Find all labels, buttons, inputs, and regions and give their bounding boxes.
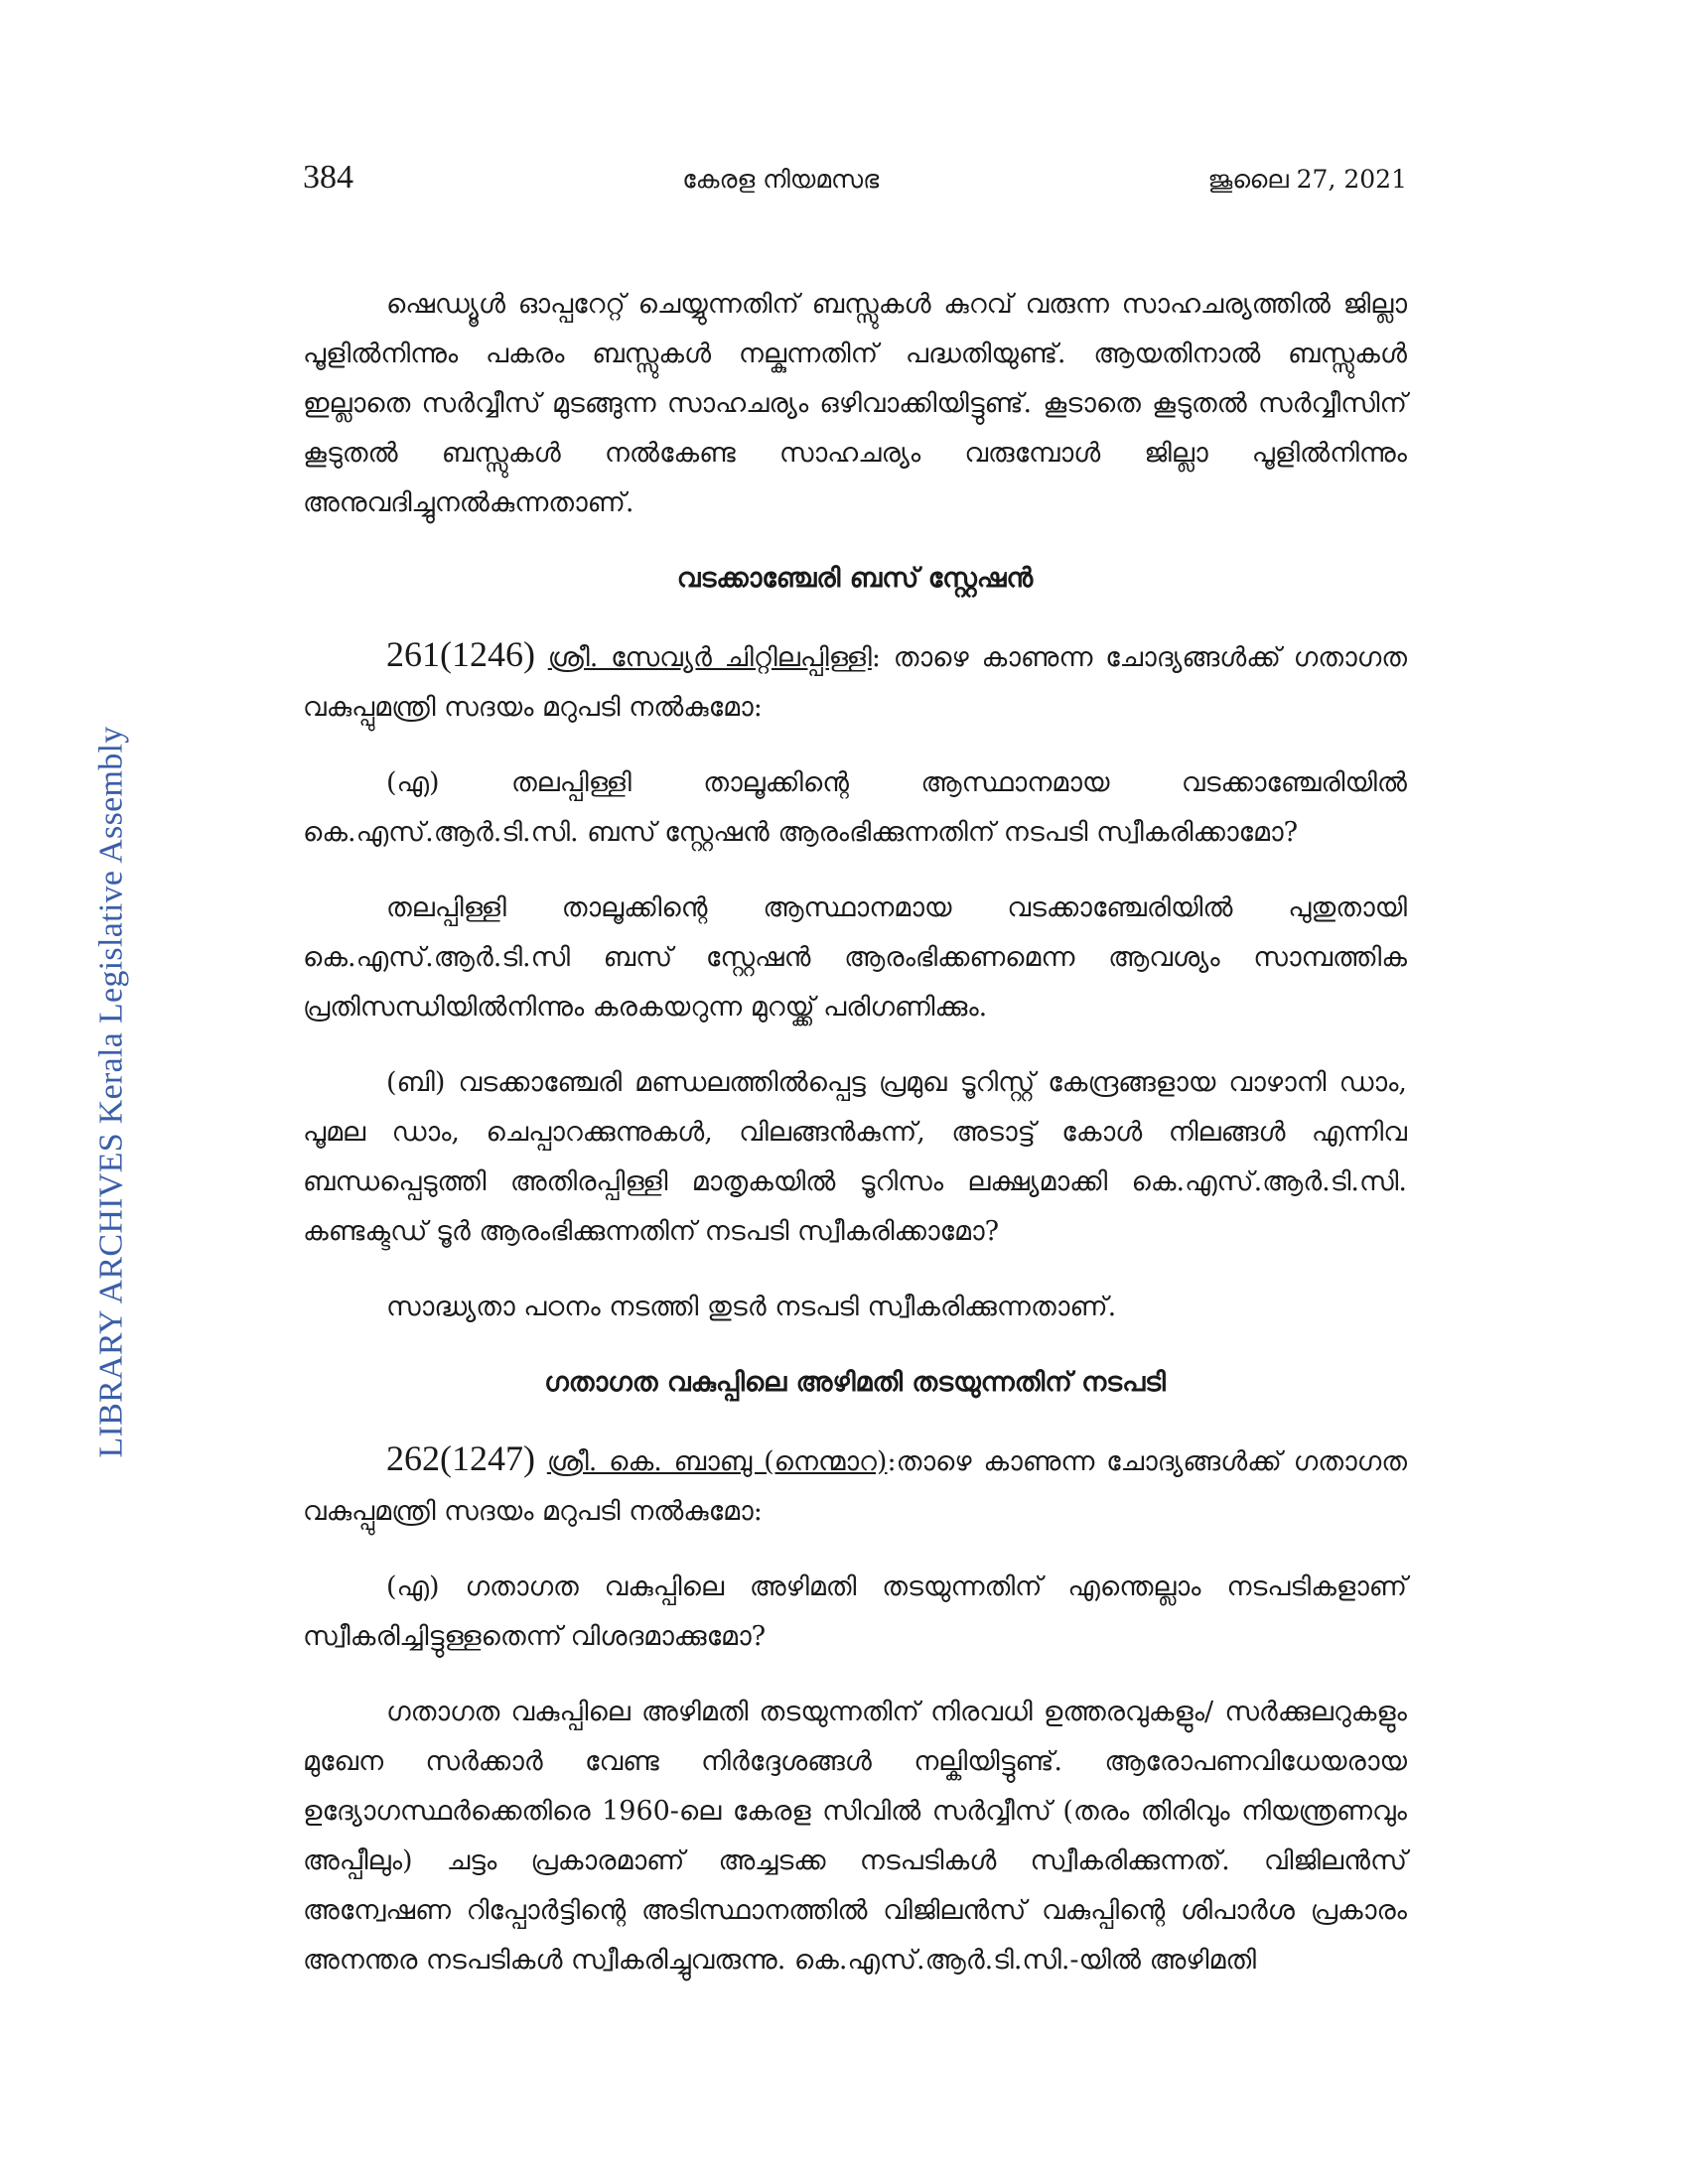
assembly-name: കേരള നിയമസഭ — [682, 165, 880, 194]
section-heading-bus-station: വടക്കാഞ്ചേരി ബസ് സ്റ്റേഷൻ — [676, 563, 1034, 594]
question-part-a: (എ) തലപ്പിള്ളി താലൂക്കിന്റെ ആസ്ഥാനമായ വടക്കാഞ്ചേരിയിൽ കെ.എസ്.ആർ.ടി.സി. ബസ് സ്റ്റേഷൻ ആരംഭിക്കുന്നതിന് നടപടി സ്വീകരിക്കാമോ? — [303, 767, 1407, 848]
question-intro: : താഴെ കാണുന്ന ചോദ്യങ്ങൾക്ക് ഗതാഗത വകുപ്പുമന്ത്രി സദയം മറുപടി നൽകുമോ: — [303, 642, 1407, 723]
answer-part-a: ഗതാഗത വകുപ്പിലെ അഴിമതി തടയുന്നതിന് നിരവധി ഉത്തരവുകളും/ സർക്കുലറുകളും മുഖേന സർക്കാർ വേണ്ട നിർദ്ദേശങ്ങൾ നല്കിയിട്ടുണ്ട്. ആരോപണവിധേയരായ ഉദ്യോഗസ്ഥർക്കെതിരെ 1960-ലെ കേരള സിവിൽ സർവ്വീസ് (തരം തിരിവും നിയന്ത്രണവും അപ്പീലും) ചട്ടം പ്രകാരമാണ് അച്ചടക്ക നടപടികൾ സ്വീകരിക്കുന്നത്. വിജിലൻസ് അന്വേഷണ റിപ്പോർട്ടിന്റെ അടിസ്ഥാനത്തിൽ വിജിലൻസ് വകുപ്പിന്റെ ശിപാർശ പ്രകാരം അനന്തര നടപടികൾ സ്വീകരിച്ചുവരുന്നു. കെ.എസ്.ആർ.ടി.സി.-യിൽ അഴിമതി — [303, 1697, 1407, 1976]
archive-watermark — [68, 726, 157, 1458]
page-header — [303, 159, 1407, 218]
answer-part-a: തലപ്പിള്ളി താലൂക്കിന്റെ ആസ്ഥാനമായ വടക്കാഞ്ചേരിയിൽ പുതുതായി കെ.എസ്.ആർ.ടി.സി ബസ് സ്റ്റേഷൻ ആരംഭിക്കണമെന്ന ആവശ്യം സാമ്പത്തിക പ്രതിസന്ധിയിൽനിന്നും കരകയറുന്ന മുറയ്ക്ക് പരിഗണിക്കും. — [303, 892, 1407, 1023]
answer-part-b: സാദ്ധ്യതാ പഠനം നടത്തി തുടർ നടപടി സ്വീകരിക്കുന്നതാണ്. — [386, 1292, 1117, 1322]
header-date: ജൂലൈ 27, 2021 — [1207, 165, 1407, 194]
member-name: ശ്രീ. കെ. ബാബു (നെന്മാറ) — [546, 1446, 888, 1477]
question-part-a: (എ) ഗതാഗത വകുപ്പിലെ അഴിമതി തടയുന്നതിന് എന്തെല്ലാം നടപടികളാണ് സ്വീകരിച്ചിട്ടുള്ളതെന്ന് വിശദമാക്കുമോ? — [303, 1571, 1407, 1652]
question-intro: :താഴെ കാണുന്ന ചോദ്യങ്ങൾക്ക് ഗതാഗത വകുപ്പുമന്ത്രി സദയം മറുപടി നൽകുമോ: — [303, 1446, 1407, 1527]
question-262 — [303, 1433, 1407, 1537]
document-page — [303, 159, 1407, 2011]
question-number: 262(1247) — [386, 1438, 535, 1478]
question-part-b: (ബി) വടക്കാഞ്ചേരി മണ്ഡലത്തിൽപ്പെട്ട പ്രമുഖ ടൂറിസ്റ്റ് കേന്ദ്രങ്ങളായ വാഴാനി ഡാം, പൂമല ഡാം, ചെപ്പാറക്കുന്നുകൾ, വിലങ്ങൻകുന്ന്, അടാട്ട് കോൾ നിലങ്ങൾ എന്നിവ ബന്ധപ്പെടുത്തി അതിരപ്പിള്ളി മാതൃകയിൽ ടൂറിസം ലക്ഷ്യമാക്കി കെ.എസ്.ആർ.ടി.സി. കണ്ടക്ടഡ് ടൂർ ആരംഭിക്കുന്നതിന് നടപടി സ്വീകരിക്കാമോ? — [303, 1067, 1407, 1247]
page-number: 384 — [303, 159, 353, 196]
section-heading-corruption: ഗതാഗത വകുപ്പിലെ അഴിമതി തടയുന്നതിന് നടപടി — [544, 1367, 1166, 1398]
question-number: 261(1246) — [386, 634, 535, 674]
intro-paragraph: ഷെഡ്യൂൾ ഓപ്പറേറ്റ് ചെയ്യുന്നതിന് ബസ്സുകൾ കുറവ് വരുന്ന സാഹചര്യത്തിൽ ജില്ലാ പൂളിൽനിന്നും പകരം ബസ്സുകൾ നല്കുന്നതിന് പദ്ധതിയുണ്ട്. ആയതിനാൽ ബസ്സുകൾ ഇല്ലാതെ സർവ്വീസ് മുടങ്ങുന്ന സാഹചര്യം ഒഴിവാക്കിയിട്ടുണ്ട്. കൂടാതെ കൂടുതൽ സർവ്വീസിന് കൂടുതൽ ബസ്സുകൾ നൽകേണ്ട സാഹചര്യം വരുമ്പോൾ ജില്ലാ പൂളിൽനിന്നും അനുവദിച്ചുനൽകുന്നതാണ്. — [303, 289, 1407, 518]
watermark-text: LIBRARY ARCHIVES Kerala Legislative Assembly — [93, 726, 130, 1458]
member-name: ശ്രീ. സേവ്യർ ചിറ്റിലപ്പിള്ളി — [547, 642, 872, 673]
question-261 — [303, 629, 1407, 733]
